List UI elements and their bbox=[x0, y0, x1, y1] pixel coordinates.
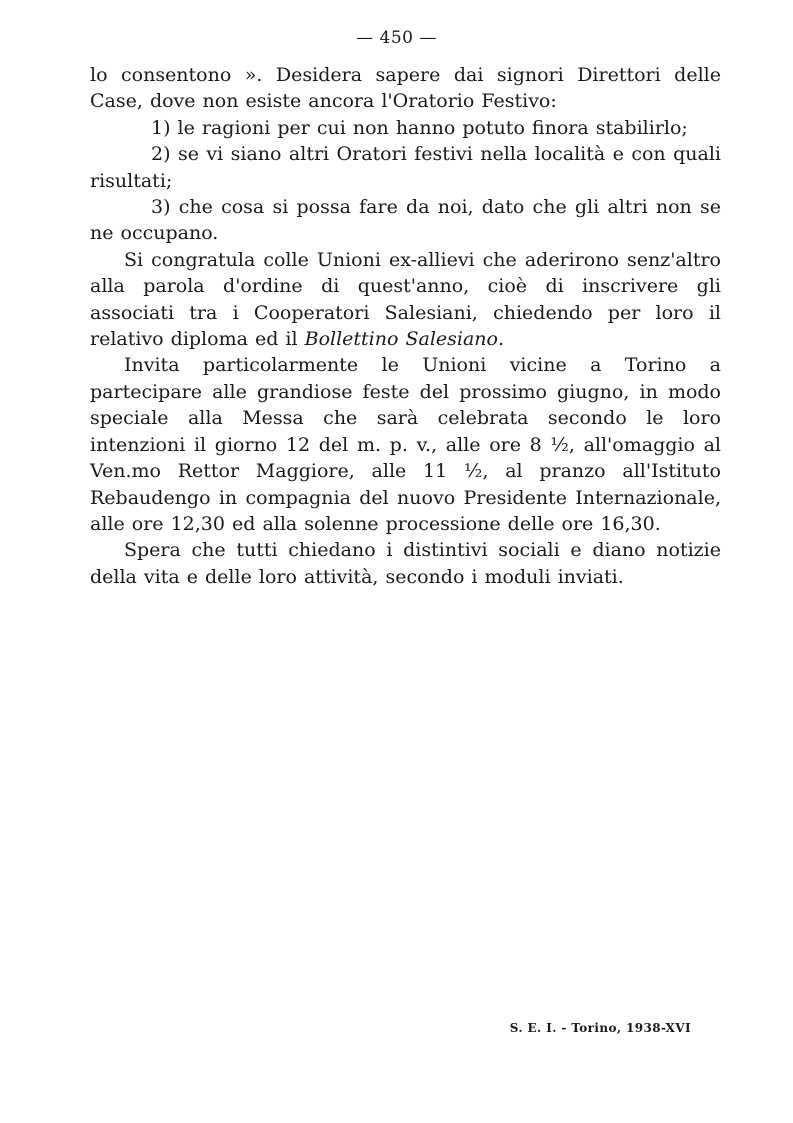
list-item-2: 2) se vi siano altri Oratori festivi nella località e con quali risultati; bbox=[90, 143, 721, 192]
list-item-3: 3) che cosa si possa fare da noi, dato che gli altri non se ne occupano. bbox=[90, 196, 721, 245]
body-text bbox=[90, 62, 721, 590]
paragraph-congratulations-end: . bbox=[497, 328, 505, 351]
paragraph-closing: Spera che tutti chiedano i distintivi sociali e diano notizie della vita e delle loro attività, secondo i moduli inviati. bbox=[90, 539, 721, 588]
bollettino-title: Bollettino Salesiano bbox=[304, 328, 498, 351]
paragraph-congratulations-text: Si congratula colle Unioni ex-allievi che aderirono senz'altro alla parola d'ordine di quest'anno, cioè di inscrivere gli associati tra i Cooperatori Salesiani, chiedendo per loro il relativo diploma ed il bbox=[90, 248, 721, 351]
page-number: — 450 — bbox=[356, 28, 437, 48]
list-item-1: 1) le ragioni per cui non hanno potuto finora stabilirlo; bbox=[151, 116, 688, 139]
paragraph-invitation: Invita particolarmente le Unioni vicine a Torino a partecipare alle grandiose feste del prossimo giugno, in modo speciale alla Messa che sarà celebrata secondo le loro intenzioni il giorno 12 del m. p. v., alle ore 8 ½, all'omaggio al Ven.mo Rettor Maggiore, alle 11 ½, al pranzo all'Istituto Rebaudengo in compagnia del nuovo Presidente Internazionale, alle ore 12,30 ed alla solenne processione delle ore 16,30. bbox=[90, 354, 721, 535]
paragraph-congratulations bbox=[90, 247, 721, 353]
paragraph-intro: lo consentono ». Desidera sapere dai signori Direttori delle Case, dove non esiste ancora l'Oratorio Festivo: bbox=[90, 64, 721, 113]
printer-imprint: S. E. I. - Torino, 1938-XVI bbox=[509, 1021, 691, 1035]
